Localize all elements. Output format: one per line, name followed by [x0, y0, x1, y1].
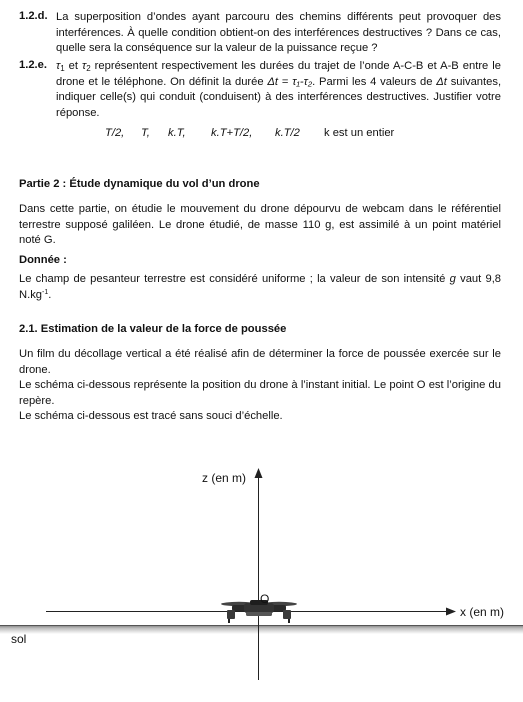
tau1-subscript: 1: [60, 64, 65, 73]
delta-t-symbol-2: Δt: [436, 75, 447, 88]
tau2-symbol: τ: [82, 60, 87, 72]
section-2-1-paragraph-1: Un film du décollage vertical a été réalisé afin de déterminer la force de poussée exercée sur le drone.: [19, 348, 501, 376]
z-axis-label: z (en m): [202, 471, 247, 485]
x-axis-arrowhead: [446, 608, 456, 616]
z-axis-arrowhead: [255, 468, 263, 478]
question-1-2-d-text: La superposition d’ondes ayant parcouru des chemins différents peut provoquer des interférences. À quelle condition obtient-on des interférences destructives ? Dans ce cas, quelle sera la conséquence sur la valeur de la puissance reçue ?: [56, 11, 501, 55]
option-kt-plus-t-half: k.T+T/2,: [211, 127, 253, 139]
tau1-symbol: τ: [56, 60, 61, 72]
question-1-2-e-part1: représentent respectivement les durées du trajet de l’onde A-C-B et A-B entre le drone et le téléphone. On définit la durée: [56, 60, 502, 88]
k-integer-note: k est un entier: [324, 127, 395, 139]
question-1-2-e-part2: . Parmi les 4 valeurs de: [312, 75, 433, 88]
section-2-1-paragraph-3: Le schéma ci-dessous est tracé sans souci d’échelle.: [19, 410, 283, 422]
option-kt-half: k.T/2: [275, 127, 300, 139]
origin-label: O: [260, 592, 270, 606]
g-unit-exponent: -1: [42, 288, 49, 296]
tau-difference: τ₁-τ₂: [292, 75, 313, 88]
partie-2-intro: Dans cette partie, on étudie le mouvement du drone dépourvu de webcam dans le référentiel terrestre supposé galiléen. Le drone étudié, de masse 110 g, est assimilé à un point matériel noté G.: [19, 203, 501, 247]
equals-sign: =: [281, 75, 289, 88]
ground-label: sol: [11, 632, 27, 646]
question-number-1-2-e: 1.2.e.: [19, 59, 47, 71]
question-number-1-2-d: 1.2.d.: [19, 10, 48, 22]
option-t-half: T/2,: [105, 127, 125, 139]
x-axis-label: x (en m): [460, 605, 505, 619]
option-kt: k.T,: [168, 127, 186, 139]
tau2-subscript: 2: [86, 64, 91, 73]
section-2-1-title: 2.1. Estimation de la valeur de la force de poussée: [19, 323, 287, 335]
delta-t-symbol: Δt: [267, 75, 279, 88]
option-t: T,: [141, 127, 150, 139]
ground-surface: [0, 625, 523, 634]
g-value: vaut 9,8 N.kg: [19, 273, 502, 301]
donnee-title: Donnée :: [19, 254, 67, 266]
g-end: .: [48, 288, 52, 301]
question-1-2-e-part3: suivantes, indiquer celle(s) qui conduit (conduisent) à des interférences destructives. Justifier votre réponse.: [56, 75, 502, 119]
and-word: et: [68, 60, 78, 72]
section-2-1-paragraph-2: Le schéma ci-dessous représente la position du drone à l’instant initial. Le point O est l’origine du repère.: [19, 379, 501, 407]
donnee-sentence: Le champ de pesanteur terrestre est considéré uniforme ; la valeur de son intensité: [19, 273, 446, 285]
partie-2-title: Partie 2 : Étude dynamique du vol d’un drone: [19, 178, 260, 190]
g-symbol: g: [449, 273, 456, 285]
